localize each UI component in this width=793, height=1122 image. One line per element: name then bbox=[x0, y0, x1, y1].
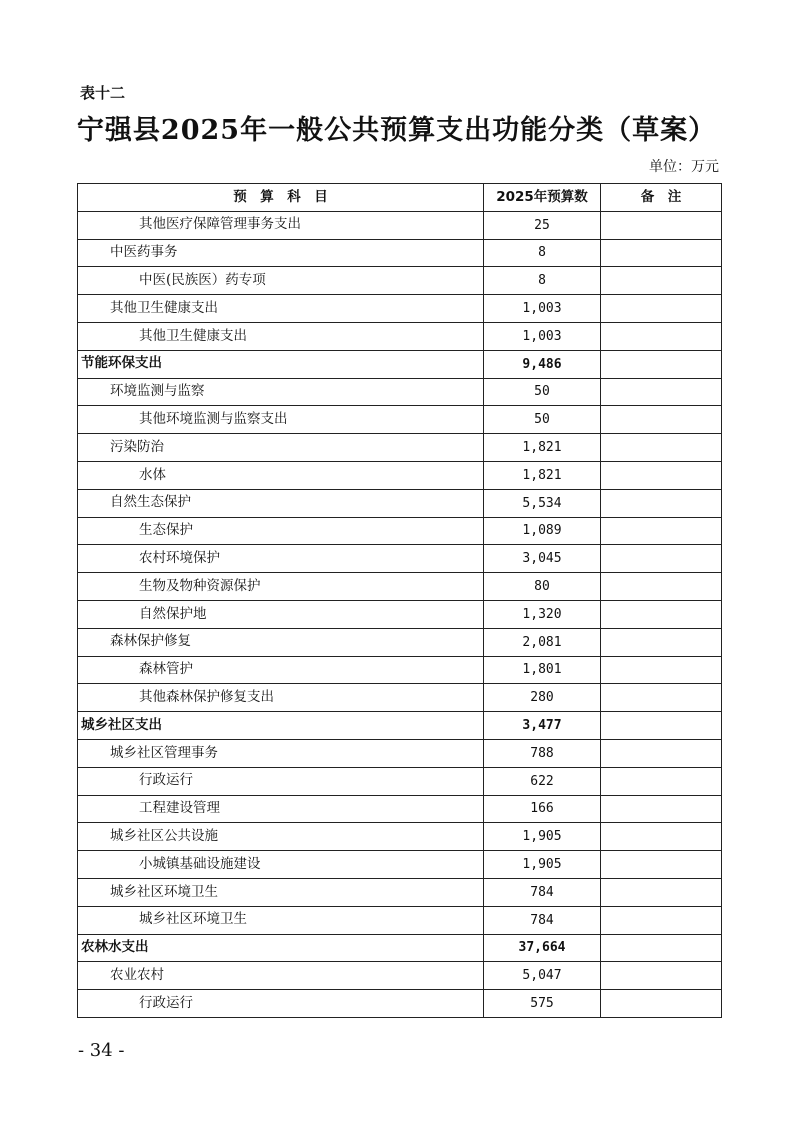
table-row bbox=[78, 350, 722, 378]
note-cell bbox=[601, 851, 722, 879]
item-name-cell: 城乡社区管理事务 bbox=[78, 739, 484, 767]
budget-value-cell: 3,477 bbox=[484, 712, 601, 740]
budget-value-cell: 1,801 bbox=[484, 656, 601, 684]
table-row bbox=[78, 795, 722, 823]
item-name-cell: 城乡社区支出 bbox=[78, 712, 484, 740]
note-cell bbox=[601, 295, 722, 323]
item-name-cell: 节能环保支出 bbox=[78, 350, 484, 378]
table-row bbox=[78, 851, 722, 879]
budget-value-cell: 1,003 bbox=[484, 295, 601, 323]
budget-value-cell: 1,821 bbox=[484, 434, 601, 462]
table-row bbox=[78, 934, 722, 962]
table-row bbox=[78, 906, 722, 934]
item-name-cell: 工程建设管理 bbox=[78, 795, 484, 823]
budget-value-cell: 575 bbox=[484, 990, 601, 1018]
item-name-cell: 其他森林保护修复支出 bbox=[78, 684, 484, 712]
budget-value-cell: 37,664 bbox=[484, 934, 601, 962]
note-cell bbox=[601, 712, 722, 740]
item-name-cell: 其他医疗保障管理事务支出 bbox=[78, 211, 484, 239]
budget-value-cell: 622 bbox=[484, 767, 601, 795]
table-row bbox=[78, 767, 722, 795]
note-cell bbox=[601, 322, 722, 350]
table-row bbox=[78, 823, 722, 851]
budget-value-cell: 8 bbox=[484, 239, 601, 267]
table-row bbox=[78, 295, 722, 323]
note-cell bbox=[601, 267, 722, 295]
item-name-cell: 自然保护地 bbox=[78, 600, 484, 628]
note-cell bbox=[601, 656, 722, 684]
table-row bbox=[78, 378, 722, 406]
budget-value-cell: 280 bbox=[484, 684, 601, 712]
table-row bbox=[78, 684, 722, 712]
item-name-cell: 水体 bbox=[78, 461, 484, 489]
table-row bbox=[78, 656, 722, 684]
budget-value-cell: 5,534 bbox=[484, 489, 601, 517]
note-cell bbox=[601, 934, 722, 962]
table-row bbox=[78, 517, 722, 545]
note-cell bbox=[601, 489, 722, 517]
note-cell bbox=[601, 823, 722, 851]
table-row bbox=[78, 990, 722, 1018]
table-body bbox=[78, 211, 722, 1017]
note-cell bbox=[601, 767, 722, 795]
page-title: 宁强县2025年一般公共预算支出功能分类（草案） bbox=[76, 115, 717, 146]
table-row bbox=[78, 406, 722, 434]
budget-value-cell: 784 bbox=[484, 906, 601, 934]
note-cell bbox=[601, 878, 722, 906]
item-name-cell: 行政运行 bbox=[78, 990, 484, 1018]
budget-value-cell: 1,003 bbox=[484, 322, 601, 350]
table-row bbox=[78, 267, 722, 295]
budget-value-cell: 8 bbox=[484, 267, 601, 295]
budget-value-cell: 80 bbox=[484, 573, 601, 601]
note-cell bbox=[601, 906, 722, 934]
budget-value-cell: 1,905 bbox=[484, 851, 601, 879]
budget-value-cell: 50 bbox=[484, 406, 601, 434]
table-row bbox=[78, 461, 722, 489]
budget-value-cell: 784 bbox=[484, 878, 601, 906]
item-name-cell: 其他卫生健康支出 bbox=[78, 322, 484, 350]
item-name-cell: 环境监测与监察 bbox=[78, 378, 484, 406]
note-cell bbox=[601, 350, 722, 378]
item-name-cell: 农业农村 bbox=[78, 962, 484, 990]
table-row bbox=[78, 600, 722, 628]
budget-value-cell: 1,089 bbox=[484, 517, 601, 545]
note-cell bbox=[601, 211, 722, 239]
header-item: 预 算 科 目 bbox=[78, 184, 484, 212]
item-name-cell: 森林管护 bbox=[78, 656, 484, 684]
item-name-cell: 污染防治 bbox=[78, 434, 484, 462]
table-row bbox=[78, 489, 722, 517]
note-cell bbox=[601, 545, 722, 573]
item-name-cell: 自然生态保护 bbox=[78, 489, 484, 517]
item-name-cell: 中医药事务 bbox=[78, 239, 484, 267]
item-name-cell: 城乡社区公共设施 bbox=[78, 823, 484, 851]
item-name-cell: 森林保护修复 bbox=[78, 628, 484, 656]
note-cell bbox=[601, 573, 722, 601]
budget-value-cell: 1,320 bbox=[484, 600, 601, 628]
note-cell bbox=[601, 517, 722, 545]
item-name-cell: 小城镇基础设施建设 bbox=[78, 851, 484, 879]
budget-value-cell: 3,045 bbox=[484, 545, 601, 573]
table-row bbox=[78, 434, 722, 462]
note-cell bbox=[601, 434, 722, 462]
table-row bbox=[78, 211, 722, 239]
table-row bbox=[78, 322, 722, 350]
note-cell bbox=[601, 684, 722, 712]
note-cell bbox=[601, 406, 722, 434]
note-cell bbox=[601, 600, 722, 628]
item-name-cell: 城乡社区环境卫生 bbox=[78, 906, 484, 934]
table-row bbox=[78, 739, 722, 767]
note-cell bbox=[601, 378, 722, 406]
budget-value-cell: 25 bbox=[484, 211, 601, 239]
item-name-cell: 生物及物种资源保护 bbox=[78, 573, 484, 601]
note-cell bbox=[601, 795, 722, 823]
note-cell bbox=[601, 628, 722, 656]
budget-value-cell: 166 bbox=[484, 795, 601, 823]
item-name-cell: 其他卫生健康支出 bbox=[78, 295, 484, 323]
item-name-cell: 农村环境保护 bbox=[78, 545, 484, 573]
budget-value-cell: 5,047 bbox=[484, 962, 601, 990]
table-row bbox=[78, 712, 722, 740]
table-row bbox=[78, 628, 722, 656]
budget-value-cell: 9,486 bbox=[484, 350, 601, 378]
budget-value-cell: 1,821 bbox=[484, 461, 601, 489]
table-row bbox=[78, 878, 722, 906]
page-number: - 34 - bbox=[78, 1040, 125, 1061]
table-header-row bbox=[78, 184, 722, 212]
budget-value-cell: 2,081 bbox=[484, 628, 601, 656]
unit-label: 单位：万元 bbox=[649, 159, 719, 175]
budget-value-cell: 788 bbox=[484, 739, 601, 767]
table-row bbox=[78, 545, 722, 573]
note-cell bbox=[601, 962, 722, 990]
table-row bbox=[78, 239, 722, 267]
header-note: 备 注 bbox=[601, 184, 722, 212]
item-name-cell: 中医(民族医）药专项 bbox=[78, 267, 484, 295]
note-cell bbox=[601, 461, 722, 489]
table-number: 表十二 bbox=[80, 84, 126, 102]
table-row bbox=[78, 573, 722, 601]
header-budget: 2025年预算数 bbox=[484, 184, 601, 212]
budget-table bbox=[77, 183, 722, 1018]
note-cell bbox=[601, 990, 722, 1018]
item-name-cell: 农林水支出 bbox=[78, 934, 484, 962]
note-cell bbox=[601, 239, 722, 267]
budget-value-cell: 1,905 bbox=[484, 823, 601, 851]
item-name-cell: 其他环境监测与监察支出 bbox=[78, 406, 484, 434]
budget-value-cell: 50 bbox=[484, 378, 601, 406]
item-name-cell: 生态保护 bbox=[78, 517, 484, 545]
note-cell bbox=[601, 739, 722, 767]
item-name-cell: 城乡社区环境卫生 bbox=[78, 878, 484, 906]
table-row bbox=[78, 962, 722, 990]
item-name-cell: 行政运行 bbox=[78, 767, 484, 795]
